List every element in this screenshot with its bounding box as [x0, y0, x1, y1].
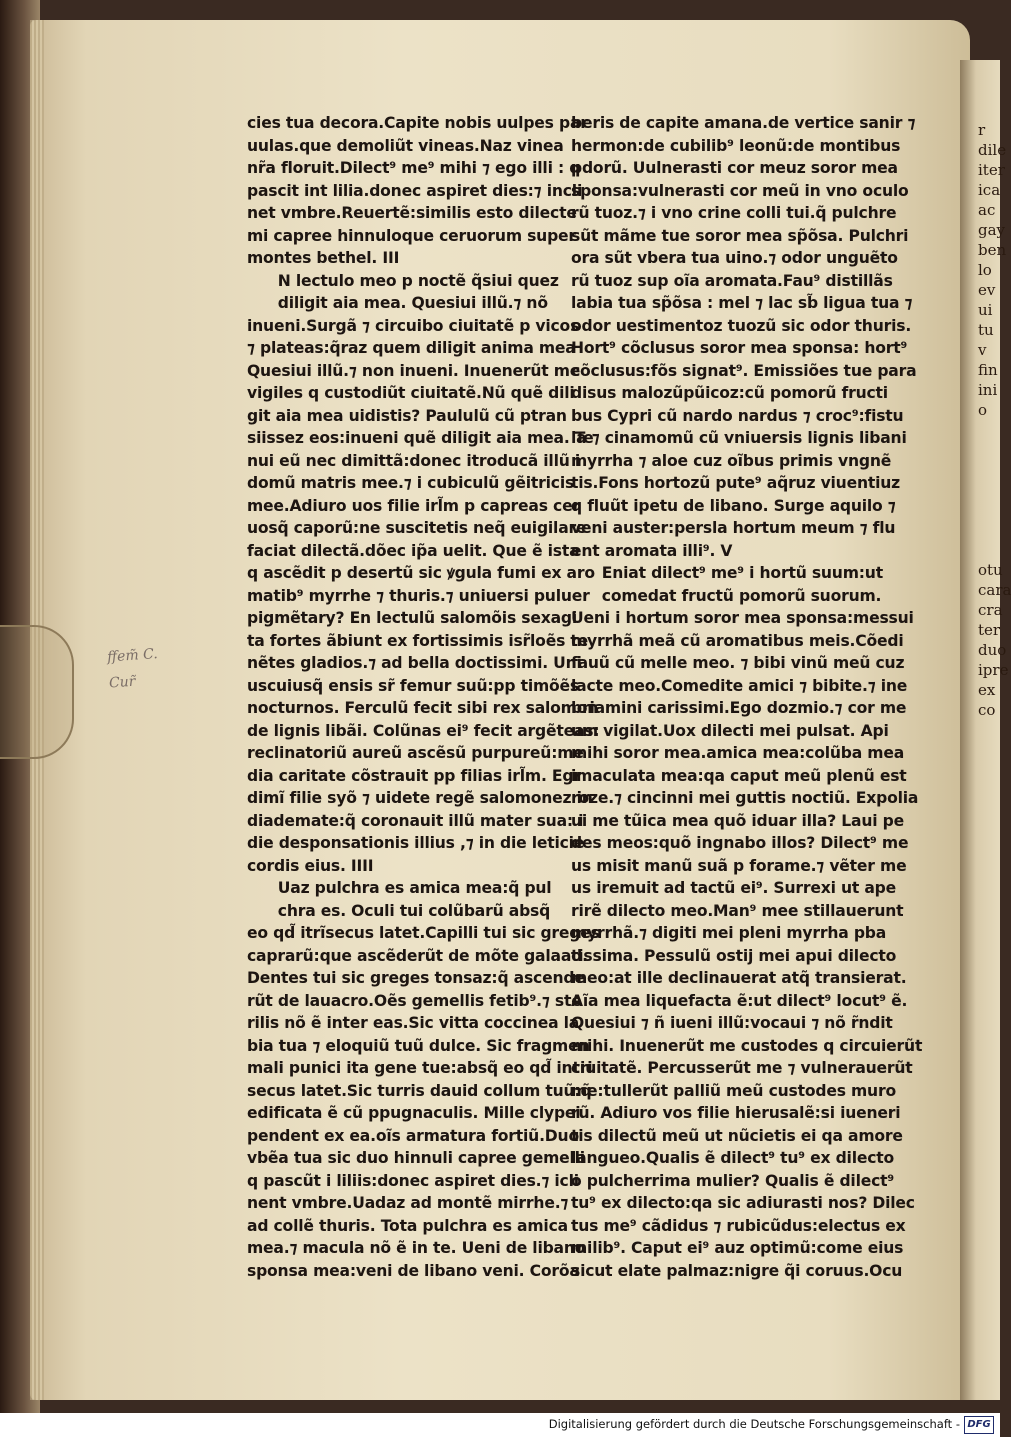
text-line: nr̃a floruit.Dilect⁹ me⁹ mihi ⁊ ego illi : q	[247, 159, 581, 177]
text-line: ent aromata illi⁹. V	[571, 541, 733, 560]
text-line: ⁊ plateas:q̃raz quem diligit anima mea	[247, 339, 576, 357]
text-line: ad collẽ thuris. Tota pulchra es amica	[247, 1216, 568, 1235]
text-line: hermon:de cubilib⁹ leonũ:de montibus	[571, 136, 901, 155]
text-line: imaculata mea:qa caput meũ plenũ est	[571, 766, 907, 785]
text-line: rũ tuoz sup oĩa aromata.Fau⁹ distillãs	[571, 271, 893, 290]
text-line: dia caritate cõstrauit pp filias irl̃m. Egr	[247, 766, 581, 785]
text-line: us misit manũ suã p forame.⁊ vẽter me	[571, 856, 907, 875]
text-line: matib⁹ myrrhe ⁊ thuris.⁊ uniuersi puluer	[247, 586, 590, 605]
marginal-note	[106, 636, 239, 697]
facing-page-fragment: o	[978, 401, 988, 419]
facing-page-fragment: lo	[978, 261, 992, 279]
text-line: Dentes tui sic greges tonsaz:q̃ ascende	[247, 969, 585, 987]
text-line: Aĩa mea liquefacta ẽ:ut dilect⁹ locut⁹ ẽ.	[571, 991, 908, 1010]
facing-page-fragment: ica	[978, 181, 1001, 199]
facing-page-fragment: cara	[978, 581, 1011, 599]
text-line: cies tua decora.Capite nobis uulpes par	[247, 114, 588, 132]
text-line: caprarũ:que ascẽderũt de mõte galaad.	[247, 946, 588, 965]
text-line: siissez eos:inueni quẽ diligit aia mea. Te	[247, 429, 594, 447]
text-line: la ⁊ cinamomũ cũ vniuersis lignis libani	[571, 429, 907, 447]
text-line: uosq̃ caporũ:ne suscitetis neq̃ euigilare	[247, 519, 587, 537]
facing-page-fragment: r	[978, 121, 986, 139]
text-line: myrrha ⁊ aloe cuz oĩbus primis vngnẽ	[571, 451, 892, 470]
facing-page-fragment: iter	[978, 161, 1005, 179]
facing-page-edge	[960, 60, 1011, 1400]
text-line: nẽtes gladios.⁊ ad bella doctissimi. Uni	[247, 654, 582, 672]
text-column-left	[247, 112, 600, 1282]
text-line: milib⁹. Caput ei⁹ auz optimũ:come eius	[571, 1239, 904, 1257]
text-line: rũ tuoz.⁊ i vno crine colli tui.q̃ pulchre	[571, 204, 897, 222]
text-column-right	[571, 112, 923, 1282]
facing-page-fragment: tu	[978, 321, 994, 339]
text-line: des meos:quõ ingnabo illos? Dilect⁹ me	[571, 834, 909, 852]
text-line: Eniat dilect⁹ me⁹ i hortũ suum:ut	[571, 564, 883, 582]
facing-page-fragment: ter	[978, 621, 1001, 639]
text-line: beris de capite amana.de vertice sanir ⁊	[571, 114, 916, 132]
text-line: pendent ex ea.oĩs armatura fortiũ.Duo	[247, 1126, 579, 1145]
text-line: tis dilectũ meũ ut nũcietis ei qa amore	[571, 1126, 903, 1145]
text-line: veni auster:persla hortum meum ⁊ flu	[571, 519, 896, 537]
text-line: labia tua sp̃õsa : mel ⁊ lac sb̃ ligua tua ⁊	[571, 294, 913, 312]
facing-page-fragment: otu	[978, 561, 1003, 579]
text-line: myrrhã meã cũ aromatibus meis.Cõedi	[571, 631, 904, 650]
text-line: git aia mea uidistis? Paululũ cũ ptran	[247, 406, 567, 425]
text-line: mee.Adiuro uos filie irl̃m p capreas cer	[247, 496, 580, 515]
text-line: rilis nõ ẽ inter eas.Sic vitta coccinea la	[247, 1014, 580, 1032]
text-line: fauũ cũ melle meo. ⁊ bibi vinũ meũ cuz	[571, 654, 905, 672]
facing-page-fragment: ac	[978, 201, 996, 219]
facing-page-fragment: ev	[978, 281, 996, 299]
text-line: q pascũt i liliis:donec aspiret dies.⁊ icli	[247, 1171, 579, 1190]
text-line: sũt mãme tue soror mea sp̃õsa. Pulchri	[571, 226, 909, 245]
text-line: diademate:q̃ coronauit illũ mater sua: i	[247, 811, 584, 830]
text-line: vbẽa tua sic duo hinnuli capree gemelli	[247, 1149, 585, 1167]
text-line: rũ. Adiuro vos filie hierusalẽ:si iueneri	[571, 1104, 901, 1122]
text-line: inueni.Surgã ⁊ circuibo ciuitatẽ p vicos	[247, 316, 580, 335]
text-line: N lectulo meo p noctẽ q̃siui quez	[247, 271, 559, 290]
handwritten-note-line: Cur̃	[108, 673, 136, 692]
text-line: bus Cypri cũ nardo nardus ⁊ croc⁹:fistu	[571, 406, 904, 425]
text-line: tu⁹ ex dilecto:qa sic adiurasti nos? Dilec	[571, 1194, 915, 1212]
text-line: o pulcherrima mulier? Qualis ẽ dilect⁹	[571, 1171, 895, 1190]
text-line: ora sũt vbera tua uino.⁊ odor unguẽto	[571, 249, 898, 267]
facing-page-fragment: ini	[978, 381, 998, 399]
text-line: comedat fructũ pomorũ suorum.	[571, 586, 882, 605]
text-line: uulas.que demoliũt vineas.Naz vinea	[247, 136, 564, 155]
facing-page-fragment: ipre	[978, 661, 1009, 679]
text-line: edificata ẽ cũ ppugnaculis. Mille clypei	[247, 1104, 581, 1122]
text-line: net vmbre.Reuertẽ:similis esto dilecte	[247, 204, 577, 222]
text-line: nocturnos. Ferculũ fecit sibi rex salomon	[247, 699, 599, 717]
facing-page-fragment: ben	[978, 241, 1007, 259]
text-line: pdorũ. Uulnerasti cor meuz soror mea	[571, 159, 898, 177]
text-line: mi capree hinnuloque ceruorum super	[247, 226, 576, 245]
facing-page-fragment: co	[978, 701, 996, 719]
text-line: vigiles q custodiũt ciuitatẽ.Nũ quẽ dili	[247, 384, 575, 402]
text-line: me:tullerũt palliũ meũ custodes muro	[571, 1081, 896, 1100]
text-line: dimĩ filie syõ ⁊ uidete regẽ salomonez in	[247, 789, 593, 807]
text-line: cordis eius. IIII	[247, 856, 374, 875]
text-line: mea.⁊ macula nõ ẽ in te. Ueni de libano	[247, 1239, 586, 1257]
text-line: langueo.Qualis ẽ dilect⁹ tu⁹ ex dilecto	[571, 1149, 895, 1167]
text-line: Uaz pulchra es amica mea:q̃ pul	[247, 879, 552, 897]
text-line: rirẽ dilecto meo.Man⁹ mee stillauerunt	[571, 901, 904, 920]
text-line: disus malozũpũicoz:cũ pomorũ fructi	[571, 384, 888, 402]
text-line: de lignis libãi. Colũnas ei⁹ fecit argẽteas:	[247, 721, 600, 740]
text-line: rũt de lauacro.Oẽs gemellis fetib⁹.⁊ ste	[247, 991, 582, 1010]
text-line: die desponsationis illius ,⁊ in die leticie	[247, 834, 585, 852]
text-line: ui me tũica mea quõ iduar illa? Laui pe	[571, 811, 904, 830]
handwritten-note-line: ffem̃ C.	[106, 646, 159, 666]
text-line: mihi soror mea.amica mea:colũba mea	[571, 744, 905, 762]
text-line: q ascẽdit p desertũ sic ꝟgula fumi ex aro	[247, 564, 595, 582]
text-line: eo qd̃ itrĩsecus latet.Capilli tui sic greges	[247, 924, 600, 942]
text-line: us iremuit ad tactũ ei⁹. Surrexi ut ape	[571, 879, 896, 897]
text-line: pascit int lilia.donec aspiret dies:⁊ incli	[247, 181, 583, 200]
text-line: sponsa mea:veni de libano veni. Corõa	[247, 1261, 580, 1280]
text-line: faciat dilectã.dõec ip̃a uelit. Que ẽ ista	[247, 541, 580, 560]
text-line: reclinatoriũ aureũ ascẽsũ purpureũ:me	[247, 744, 584, 762]
text-line: roze.⁊ cincinni mei guttis noctiũ. Expolia	[571, 789, 919, 807]
facing-page-fragment: gay	[978, 221, 1006, 239]
text-line: Quesiui illũ.⁊ non inueni. Inuenerũt me	[247, 361, 581, 380]
text-line: domũ matris mee.⁊ i cubiculũ gẽitricis	[247, 474, 575, 492]
facing-page-fragment: ui	[978, 301, 993, 319]
text-line: mali punici ita gene tue:absq̃ eo qd̃ intri	[247, 1059, 593, 1077]
text-line: Hort⁹ cõclusus soror mea sponsa: hort⁹	[571, 339, 908, 357]
facing-page-fragment: v	[978, 341, 987, 359]
text-line: mihi. Inuenerũt me custodes q circuierũt	[571, 1036, 923, 1055]
text-line: cõclusus:fõs signat⁹. Emissiões tue para	[571, 361, 917, 380]
facing-page-fragment: duo	[978, 641, 1007, 659]
text-line: lacte meo.Comedite amici ⁊ bibite.⁊ ine	[571, 676, 908, 695]
facing-page-fragment: cra	[978, 601, 1003, 619]
text-line: diligit aia mea. Quesiui illũ.⁊ nõ	[247, 294, 548, 312]
footer-credit: Digitalisierung gefördert durch die Deutsche Forschungsgemeinschaft -	[548, 1417, 960, 1431]
facing-page-fragment: ex	[978, 681, 996, 699]
text-line: tis.Fons hortozũ pute⁹ aq̃ruz viuentiuz	[571, 474, 901, 492]
text-line: ciuitatẽ. Percusserũt me ⁊ vulnerauerũt	[571, 1059, 913, 1077]
text-line: Ueni i hortum soror mea sponsa:messui	[571, 609, 914, 627]
text-line: nui eũ nec dimittã:donec itroducã illũ i	[247, 451, 580, 470]
page-clip	[0, 625, 74, 759]
text-line: chra es. Oculi tui colũbarũ absq̃	[247, 901, 551, 920]
text-line: odor uestimentoz tuozũ sic odor thuris.	[571, 316, 912, 335]
text-line: uscuiusq̃ ensis sr̃ femur suũ:pp timõẽs	[247, 676, 579, 695]
text-line: briamini carissimi.Ego dozmio.⁊ cor me	[571, 699, 907, 717]
text-line: bia tua ⁊ eloquiũ tuũ dulce. Sic fragmen	[247, 1036, 590, 1055]
text-line: montes bethel. III	[247, 249, 400, 267]
text-line: Quesiui ⁊ ñ iueni illũ:vocaui ⁊ nõ r̃ndit	[571, 1014, 893, 1032]
text-line: meo:at ille declinauerat atq̃ transierat.	[571, 969, 907, 987]
text-line: sponsa:vulnerasti cor meũ in vno oculo	[571, 181, 909, 200]
text-line: ta fortes ãbiunt ex fortissimis isr̃loẽs te	[247, 631, 589, 650]
facing-page-fragment: dile	[978, 141, 1007, 159]
text-line: secus latet.Sic turris dauid collum tuũ:q̃	[247, 1081, 592, 1100]
text-line: myrrhã.⁊ digiti mei pleni myrrha pba	[571, 924, 887, 942]
text-line: tus me⁹ cãdidus ⁊ rubicũdus:electus ex	[571, 1216, 906, 1235]
text-line: um vigilat.Uox dilecti mei pulsat. Api	[571, 721, 889, 740]
footer-bar	[0, 1413, 1000, 1437]
text-line: nent vmbre.Uadaz ad montẽ mirrhe.⁊	[247, 1194, 569, 1212]
text-line: tissima. Pessulũ ostij mei apui dilecto	[571, 946, 897, 965]
facing-page-fragment: fin	[978, 361, 998, 379]
text-line: q fluũt ipetu de libano. Surge aquilo ⁊	[571, 496, 896, 515]
text-line: pigmẽtary? En lectulũ salomõis sexagi	[247, 609, 578, 627]
text-line: sicut elate palmaz:nigre q̃i coruus.Ocu	[571, 1261, 903, 1280]
dfg-logo: DFG	[964, 1416, 994, 1434]
